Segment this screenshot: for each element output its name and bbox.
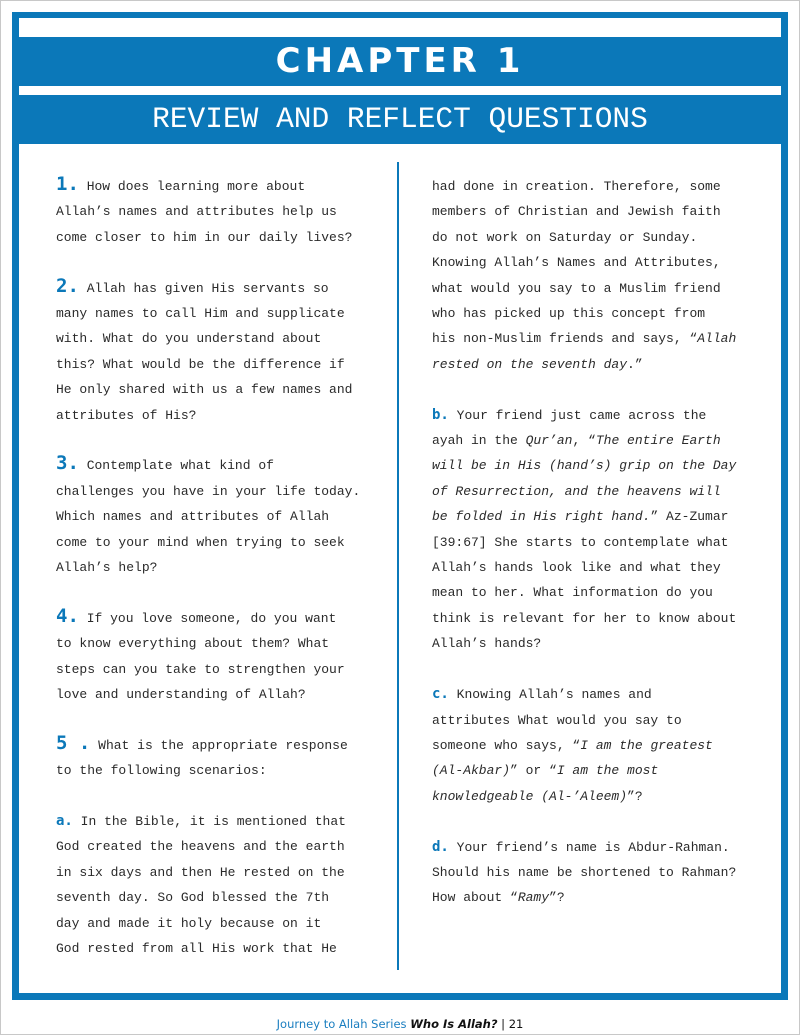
page-number: | 21: [497, 1017, 524, 1031]
left-column: [56, 174, 376, 987]
page-footer: [0, 1015, 800, 1033]
question-number: 2.: [56, 274, 79, 297]
series-name: Journey to Allah Series: [276, 1017, 407, 1031]
scenario-a: a. In the Bible, it is mentioned that God created the heavens and the earth in six days and then He rested on the seventh day. So God blessed the 7th day and made it holy because on it God rested from all His work that He: [56, 813, 346, 957]
column-divider: [397, 162, 399, 970]
question-number: 4.: [56, 604, 79, 627]
question-number: 3.: [56, 452, 79, 475]
scenario-label: b.: [432, 406, 449, 423]
book-title: Who Is Allah?: [410, 1017, 498, 1031]
scenario-c: c. Knowing Allah’s names and attributes What would you say to someone who says, “I am the greatest (Al-Akbar)” or “I am the most knowledgeable (Al-’Aleem)”?: [432, 686, 713, 804]
header-top-bar: [19, 18, 781, 37]
scenario-d: d. Your friend’s name is Abdur-Rahman. Should his name be shortened to Rahman? How about “Ramy”?: [432, 838, 737, 906]
question-5: 5 . What is the appropriate response to the following scenarios:: [56, 731, 348, 779]
scenario-label: d.: [432, 838, 449, 855]
scenario-a-continued: had done in creation. Therefore, some members of Christian and Jewish faith do not work on Saturday or Sunday. Knowing Allah’s Names and Attributes, what would you say to a Muslim friend who has picked up this concept from his non-Muslim friends and says, “Allah rested on the seventh day.”: [432, 179, 737, 372]
question-number: 1.: [56, 173, 79, 195]
question-4: 4. If you love someone, do you want to know everything about them? What steps can you take to strengthen your love and understanding of Allah?: [56, 604, 345, 703]
question-3: 3. Contemplate what kind of challenges you have in your life today. Which names and attributes of Allah come to your mind when trying to seek Allah’s help?: [56, 452, 361, 576]
scenario-label: c.: [432, 686, 449, 703]
header-divider-bar: [19, 86, 781, 95]
chapter-title: CHAPTER 1: [275, 41, 525, 81]
scenario-label: a.: [56, 813, 73, 830]
section-subtitle: REVIEW AND REFLECT QUESTIONS: [152, 102, 648, 136]
question-number: 5 .: [56, 731, 91, 754]
scenario-b: b. Your friend just came across the ayah in the Qur’an, “The entire Earth will be in His (hand’s) grip on the Day of Resurrection, and the heavens will be folded in His right hand.” Az-Zumar [39:67] She starts to contemplate what Allah’s hands look like and what they mean to her. What information do you think is relevant for her to know about Allah’s hands?: [432, 406, 737, 652]
question-2: 2. Allah has given His servants so many names to call Him and supplicate with. What do you understand about this? What would be the difference if He only shared with us a few names and attributes of His?: [56, 274, 353, 423]
right-column: [432, 174, 772, 936]
question-1: 1. How does learning more about Allah’s names and attributes help us come closer to him in our daily lives?: [56, 173, 353, 245]
